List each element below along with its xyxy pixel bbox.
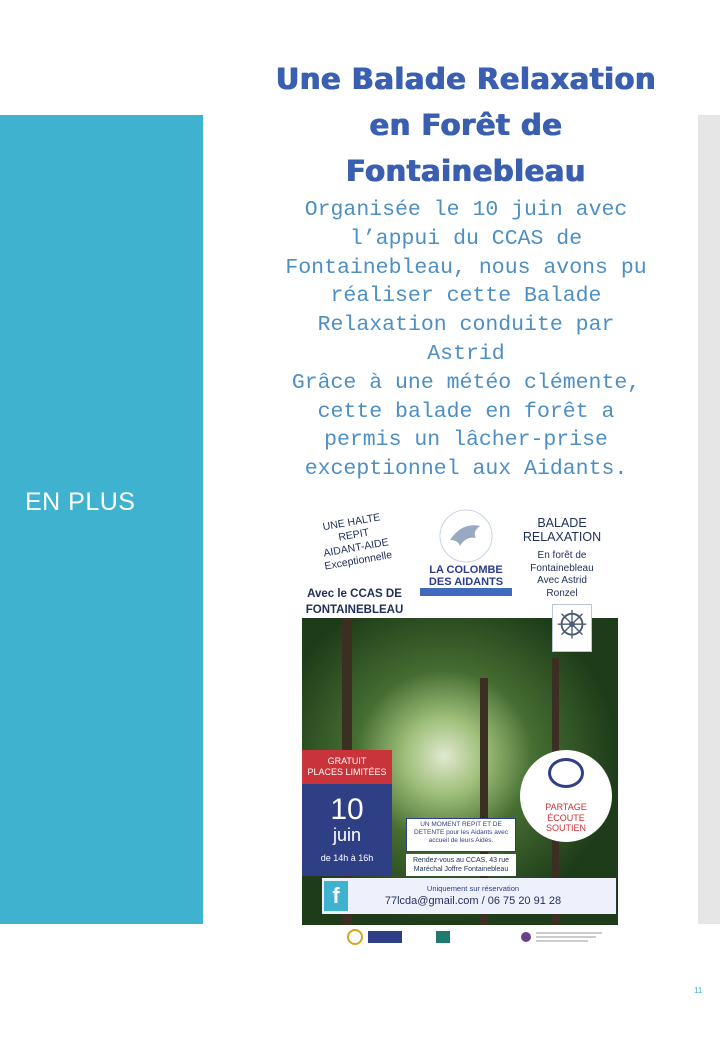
ccas-text: Avec le CCAS DE FONTAINEBLEAU: [305, 588, 404, 616]
rotary-logo-icon: [346, 929, 364, 945]
partner-badge-icon: [520, 929, 532, 945]
gratuit-banner: GRATUIT PLACES LIMITÉES: [302, 750, 392, 784]
section-label: EN PLUS: [25, 488, 136, 516]
rdv-text: Rendez-vous au CCAS, 43 rue Maréchal Joffre Fontainebleau: [406, 854, 516, 876]
date-day: 10: [330, 793, 364, 826]
hands-icon: [548, 758, 584, 788]
balade-title: BALADE RELAXATION: [522, 516, 602, 544]
moment-text: UN MOMENT REPIT ET DE DETENTE pour les Aidants avec accueil de leurs Aidés.: [406, 818, 516, 852]
helm-logo-icon: [552, 604, 592, 652]
date-box: [302, 784, 392, 876]
credit-agricole-logo-icon: [434, 929, 452, 945]
page-number: 11: [694, 986, 703, 995]
balade-subtitle: En forêt de Fontainebleau Avec Astrid Ronzel: [530, 550, 594, 599]
date-hours: de 14h à 16h: [320, 853, 374, 863]
body-text: Organisée le 10 juin avec l’appui du CCAS de Fontainebleau, nous avons pu réaliser cette Balade Relaxation conduite par Astrid Grâce à une météo clémente, cette balade en forêt a permis un lâcher-prise exceptionnel aux Aidants.: [285, 198, 647, 482]
facebook-icon: f: [324, 881, 348, 911]
event-poster: [302, 506, 618, 927]
support-badge: [520, 750, 612, 842]
side-band: [0, 115, 203, 924]
partner-logos: [340, 926, 618, 950]
halte-text: UNE HALTE REPIT AIDANT-AIDE Exceptionnelle: [321, 511, 393, 573]
right-band: [698, 115, 720, 924]
department-77-logo-icon: [368, 929, 402, 945]
colombe-tagline-bar: [420, 588, 512, 596]
partner-text-block-icon: [536, 929, 602, 945]
page-title: Une Balade Relaxation en Forêt de Fontainebleau: [275, 62, 657, 188]
reservation-label: Uniquement sur réservation: [426, 884, 520, 893]
date-month: juin: [332, 825, 362, 845]
reservation-contact: 77lcda@gmail.com / 06 75 20 91 28: [384, 895, 562, 907]
colombe-name: LA COLOMBE DES AIDANTS: [428, 564, 504, 588]
support-text: PARTAGE ÉCOUTE SOUTIEN: [545, 802, 587, 833]
